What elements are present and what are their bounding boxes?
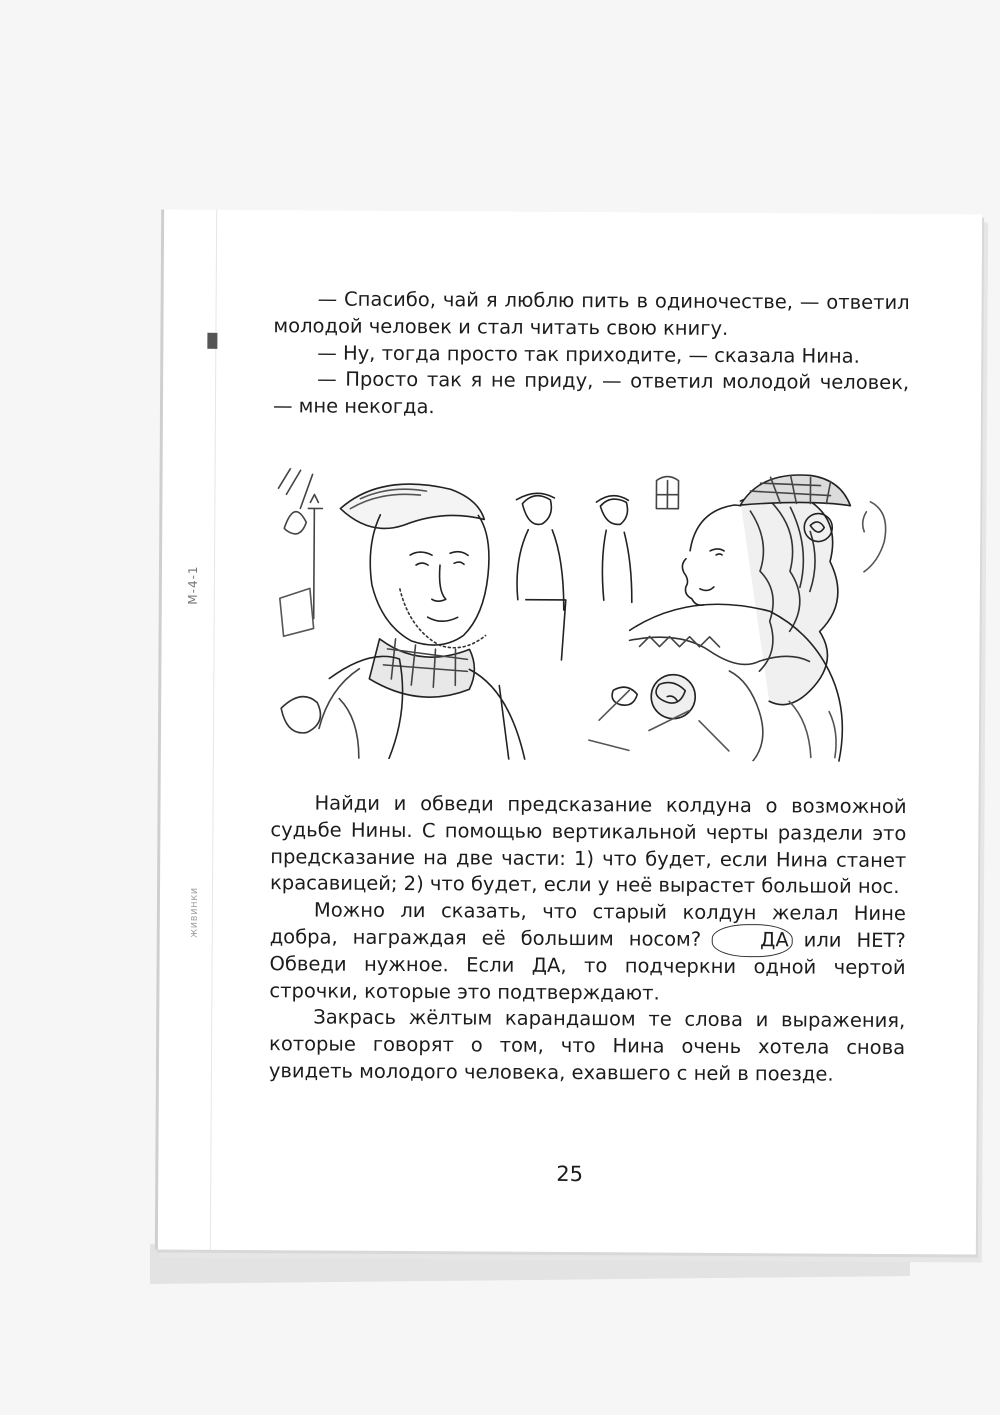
- answer-or: или: [803, 928, 842, 952]
- task-2-question: Можно ли сказать, что старый колдун желал Нине добра, награждая её большим носом?: [269, 898, 906, 951]
- task-text: [269, 790, 907, 1089]
- answer-yes-option[interactable]: ДА: [716, 927, 789, 954]
- story-text: [273, 286, 910, 424]
- book-page: [155, 210, 982, 1255]
- illustration-young-man-and-nina: [269, 468, 911, 762]
- page-number: 25: [556, 1161, 584, 1187]
- task-1: Найди и обведи предсказание колдуна о возможной судьбе Нины. С помощью вертикальной черты раздели это предсказание на две части: 1) что будет, если Нина станет красавицей; 2) что будет, если у неё вырастет большой нос.: [270, 791, 907, 899]
- spine-text: ЖИВИНКИ: [189, 886, 200, 938]
- story-paragraph: — Спасибо, чай я люблю пить в одиночестве, — ответил молодой человек и стал читать свою книгу.: [273, 287, 910, 340]
- task-2: [269, 897, 906, 1008]
- story-paragraph: — Просто так я не приду, — ответил молодой человек, — мне некогда.: [272, 367, 910, 419]
- story-paragraph: — Ну, тогда просто так приходите, — сказала Нина.: [317, 341, 860, 368]
- spine-tab-mark: [207, 333, 217, 349]
- answer-no-option[interactable]: НЕТ?: [856, 928, 906, 953]
- task-2-instruction: Обведи нужное. Если ДА, то подчеркни одной чертой строчки, которые это подтверждают.: [269, 951, 906, 1005]
- task-3: Закрась жёлтым карандашом те слова и выражения, которые говорят о том, что Нина очень хотела снова увидеть молодого человека, ехавшего с ней в поезде.: [268, 1005, 906, 1086]
- page-spine: [174, 210, 217, 1250]
- spine-code: М-4-1: [185, 565, 201, 605]
